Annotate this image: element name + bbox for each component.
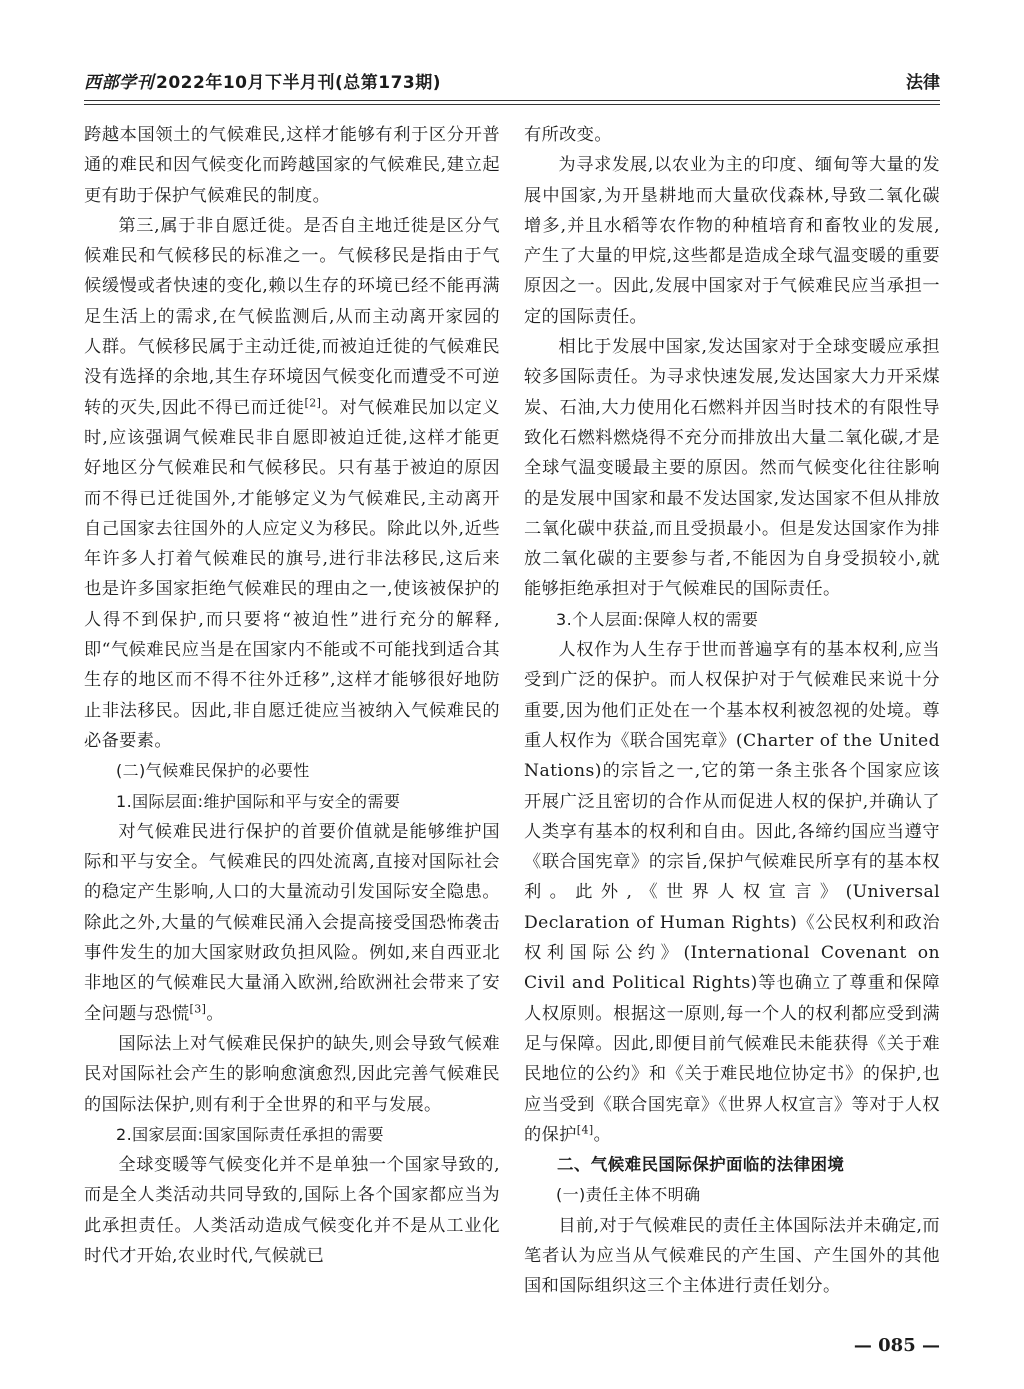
paragraph: 全球变暖等气候变化并不是单独一个国家导致的,而是全人类活动共同导致的,国际上各个国家都应当为此承担责任。人类活动造成气候变化并不是从工业化时代才开始,农业时代,气候就已 (84, 1155, 500, 1266)
section-label: 法律 (906, 73, 940, 93)
header-rule-top (84, 100, 940, 101)
issue-info: 2022年10月下半月刊(总第173期) (156, 73, 441, 93)
subsection-heading: (二)气候难民保护的必要性 (116, 761, 310, 781)
subsection-heading: (一)责任主体不明确 (556, 1185, 701, 1205)
subsection-heading: 3.个人层面:保障人权的需要 (556, 609, 759, 629)
paragraph: 第三,属于非自愿迁徙。是否自主地迁徙是区分气候难民和气候移民的标准之一。气候移民是指由于气候缓慢或者快速的变化,赖以生存的环境已经不能再满足生活上的需求,在气候监测后,从而主动离开家园的人群。气候移民属于主动迁徙,而被迫迁徙的气候难民没有选择的余地,其生存环境因气候变化而遭受不可逆转的灭失,因此不得已而迁徙[2]。对气候难民加以定义时,应该强调气候难民非自愿即被迫迁徙,这样才能更好地区分气候难民和气候移民。只有基于被迫的原因而不得已迁徙国外,才能够定义为气候难民,主动离开自己国家去往国外的人应定义为移民。除此以外,近些年许多人打着气候难民的旗号,进行非法移民,这后来也是许多国家拒绝气候难民的理由之一,使该被保护的人得不到保护,而只要将“被迫性”进行充分的解释,即“气候难民应当是在国家内不能或不可能找到适合其生存的地区而不得不往外迁移”,这样才能够很好地防止非法移民。因此,非自愿迁徙应当被纳入气候难民的必备要素。 (84, 215, 500, 751)
paragraph: 跨越本国领土的气候难民,这样才能够有利于区分开普通的难民和因气候变化而跨越国家的气候难民,建立起更有助于保护气候难民的制度。 (84, 125, 500, 206)
section-heading: 二、气候难民国际保护面临的法律困境 (557, 1155, 845, 1175)
journal-masthead (84, 68, 441, 93)
left-column (84, 120, 500, 1271)
paragraph: 人权作为人生存于世而普遍享有的基本权利,应当受到广泛的保护。而人权保护对于气候难民来说十分重要,因为他们正处在一个基本权利被忽视的处境。尊重人权作为《联合国宪章》(Charter of the United Nations)的宗旨之一,它的第一条主张各个国家应该开展广泛且密切的合作从而促进人权的保护,并确认了人类享有基本的权利和自由。因此,各缔约国应当遵守《联合国宪章》的宗旨,保护气候难民所享有的基本权利。此外,《世界人权宣言》(Universal Declaration of Human Rights)《公民权利和政治权利国际公约》(International Covenant on Civil and Political Rights)等也确立了尊重和保障人权原则。根据这一原则,每一个人的权利都应受到满足与保障。因此,即便目前气候难民未能获得《关于难民地位的公约》和《关于难民地位协定书》的保护,也应当受到《联合国宪章》《世界人权宣言》等对于人权的保护[4]。 (524, 640, 940, 1145)
paragraph: 国际法上对气候难民保护的缺失,则会导致气候难民对国际社会产生的影响愈演愈烈,因此完善气候难民的国际法保护,则有利于全世界的和平与发展。 (84, 1033, 500, 1115)
running-header (84, 68, 940, 96)
header-rule-bottom (84, 104, 940, 105)
citation-ref: [4] (576, 1123, 594, 1137)
paragraph: 对气候难民进行保护的首要价值就是能够维护国际和平与安全。气候难民的四处流离,直接对国际社会的稳定产生影响,人口的大量流动引发国际安全隐患。除此之外,大量的气候难民涌入会提高接受国恐怖袭击事件发生的加大国家财政负担风险。例如,来自西亚北非地区的气候难民大量涌入欧洲,给欧洲社会带来了安全问题与恐慌[3]。 (84, 821, 500, 1024)
citation-ref: [3] (189, 1001, 207, 1015)
journal-logo: 西部学刊 (84, 73, 154, 93)
subsection-heading: 2.国家层面:国家国际责任承担的需要 (116, 1124, 384, 1144)
right-column (524, 120, 940, 1302)
paragraph: 目前,对于气候难民的责任主体国际法并未确定,而笔者认为应当从气候难民的产生国、产生国外的其他国和国际组织这三个主体进行责任划分。 (524, 1215, 940, 1297)
paragraph: 相比于发展中国家,发达国家对于全球变暖应承担较多国际责任。为寻求快速发展,发达国家大力开采煤炭、石油,大力使用化石燃料并因当时技术的有限性导致化石燃料燃烧得不充分而排放出大量二氧化碳,才是全球气温变暖最主要的原因。然而气候变化往往影响的是发展中国家和最不发达国家,发达国家不但从排放二氧化碳中获益,而且受损最小。但是发达国家作为排放二氧化碳的主要参与者,不能因为自身受损较小,就能够拒绝承担对于气候难民的国际责任。 (524, 337, 940, 600)
page-number: — 085 — (853, 1335, 940, 1356)
citation-ref: [2] (304, 395, 322, 409)
paragraph: 有所改变。 (524, 125, 612, 145)
paragraph: 为寻求发展,以农业为主的印度、缅甸等大量的发展中国家,为开垦耕地而大量砍伐森林,导致二氧化碳增多,并且水稻等农作物的种植培育和畜牧业的发展,产生了大量的甲烷,这些都是造成全球气温变暖的重要原因之一。因此,发展中国家对于气候难民应当承担一定的国际责任。 (524, 155, 940, 327)
subsection-heading: 1.国际层面:维护国际和平与安全的需要 (116, 791, 401, 811)
